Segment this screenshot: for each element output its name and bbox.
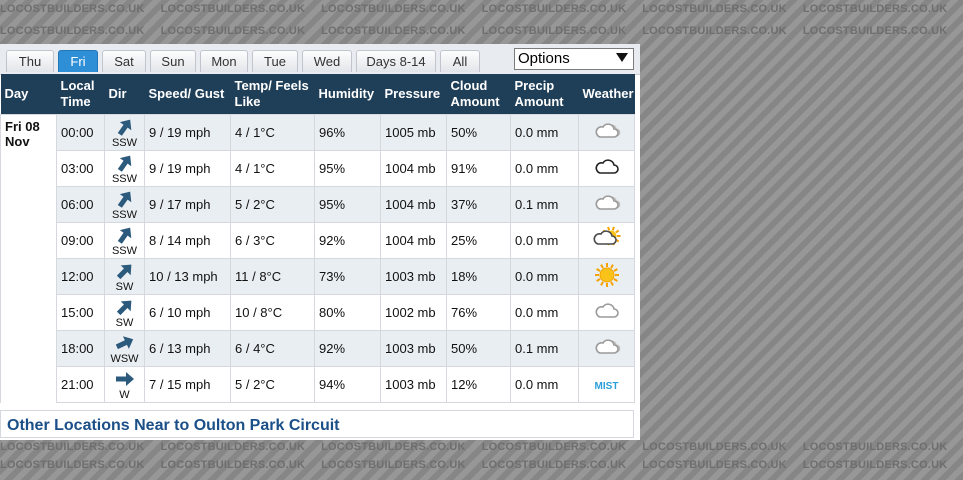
watermark-text: LOCOSTBUILDERS.CO.UK [0,3,145,15]
watermark-strip-lower [0,438,948,456]
wind-direction-label: SSW [111,244,138,257]
wind-direction-label: SSW [111,136,138,149]
wind-arrow-icon [115,369,135,389]
table-row [1,331,635,367]
col-header-weather: Weather [579,74,635,115]
forecast-table [0,74,635,403]
speed-cell: 7 / 15 mph [145,367,231,403]
chevron-down-icon [616,53,628,62]
weather-cell [579,151,635,187]
forecast-panel [0,44,640,440]
wind-direction-cell [105,367,145,403]
pressure-cell: 1004 mb [381,187,447,223]
cloud-cell: 12% [447,367,511,403]
humidity-cell: 73% [315,259,381,295]
time-cell: 21:00 [57,367,105,403]
table-row [1,367,635,403]
time-cell: 12:00 [57,259,105,295]
mist-icon: MIST [594,381,619,392]
cloud-cell: 76% [447,295,511,331]
col-header-local-time: Local Time [57,74,105,115]
precip-cell: 0.0 mm [511,151,579,187]
wind-arrow-icon [115,189,135,209]
wind-direction-cell [105,115,145,151]
col-header-dir: Dir [105,74,145,115]
wind-direction-label: SSW [111,172,138,185]
temp-cell: 4 / 1°C [231,151,315,187]
watermark-strip-top [0,0,948,18]
wind-direction-cell [105,187,145,223]
wind-direction-label: WSW [110,352,139,365]
humidity-cell: 94% [315,367,381,403]
watermark-text: LOCOSTBUILDERS.CO.UK [642,3,787,15]
humidity-cell: 80% [315,295,381,331]
day-tabs-bar [0,44,640,75]
pressure-cell: 1003 mb [381,367,447,403]
pressure-cell: 1003 mb [381,331,447,367]
pressure-cell: 1003 mb [381,259,447,295]
table-row [1,187,635,223]
wind-arrow-icon [115,225,135,245]
watermark-text: LOCOSTBUILDERS.CO.UK [802,3,948,15]
cloud-cell: 18% [447,259,511,295]
wind-direction-cell [105,295,145,331]
options-select-label: Options [518,50,570,67]
watermark-text: LOCOSTBUILDERS.CO.UK [642,441,787,453]
pressure-cell: 1004 mb [381,151,447,187]
tab-mon[interactable]: Mon [200,50,248,72]
weather-cell [579,295,635,331]
tab-all[interactable]: All [440,50,480,72]
outline-cloud-icon [593,311,621,326]
table-row [1,115,635,151]
wind-arrow-icon [115,333,135,353]
watermark-strip-mid [0,22,948,40]
time-cell: 09:00 [57,223,105,259]
watermark-text: LOCOSTBUILDERS.CO.UK [802,459,948,471]
light-cloud-icon [593,131,621,146]
table-row [1,151,635,187]
speed-cell: 10 / 13 mph [145,259,231,295]
time-cell: 18:00 [57,331,105,367]
wind-direction-label: W [119,388,130,401]
tab-thu[interactable]: Thu [6,50,54,72]
pressure-cell: 1002 mb [381,295,447,331]
temp-cell: 4 / 1°C [231,115,315,151]
col-header-humidity: Humidity [315,74,381,115]
sun-icon [593,276,621,291]
tab-sat[interactable]: Sat [102,50,146,72]
options-select[interactable] [514,48,634,70]
watermark-text: LOCOSTBUILDERS.CO.UK [481,3,627,15]
watermark-text: LOCOSTBUILDERS.CO.UK [481,25,627,37]
wind-direction-label: SSW [111,208,138,221]
humidity-cell: 92% [315,223,381,259]
humidity-cell: 95% [315,187,381,223]
cloud-cell: 91% [447,151,511,187]
precip-cell: 0.1 mm [511,331,579,367]
cloud-cell: 50% [447,115,511,151]
temp-cell: 6 / 4°C [231,331,315,367]
watermark-text: LOCOSTBUILDERS.CO.UK [802,441,948,453]
watermark-text: LOCOSTBUILDERS.CO.UK [642,25,787,37]
watermark-text: LOCOSTBUILDERS.CO.UK [321,25,466,37]
precip-cell: 0.0 mm [511,223,579,259]
wind-direction-label: SW [115,316,134,329]
light-cloud-icon [593,203,621,218]
wind-arrow-icon [115,297,135,317]
humidity-cell: 96% [315,115,381,151]
pressure-cell: 1004 mb [381,223,447,259]
tab-wed[interactable]: Wed [302,50,352,72]
tab-sun[interactable]: Sun [150,50,196,72]
precip-cell: 0.0 mm [511,259,579,295]
watermark-text: LOCOSTBUILDERS.CO.UK [0,25,145,37]
humidity-cell: 92% [315,331,381,367]
col-header-pressure: Pressure [381,74,447,115]
col-header-day: Day [1,74,57,115]
wind-arrow-icon [115,153,135,173]
sun-cloud-icon [591,240,623,255]
wind-direction-cell [105,151,145,187]
temp-cell: 6 / 3°C [231,223,315,259]
table-row [1,223,635,259]
day-label: Fri 08 Nov [1,115,57,403]
light-cloud-icon [593,347,621,362]
other-locations-section [0,410,634,438]
watermark-text: LOCOSTBUILDERS.CO.UK [321,3,466,15]
wind-arrow-icon [115,117,135,137]
time-cell: 06:00 [57,187,105,223]
speed-cell: 6 / 13 mph [145,331,231,367]
watermark-strip-bottom [0,456,948,474]
tab-tue[interactable]: Tue [252,50,298,72]
speed-cell: 6 / 10 mph [145,295,231,331]
wind-direction-label: SW [115,280,134,293]
cloud-cell: 37% [447,187,511,223]
tab-fri[interactable]: Fri [58,50,98,72]
watermark-text: LOCOSTBUILDERS.CO.UK [160,3,306,15]
weather-cell [579,115,635,151]
precip-cell: 0.1 mm [511,187,579,223]
table-row [1,295,635,331]
wind-arrow-icon [115,261,135,281]
weather-cell [579,367,635,403]
time-cell: 03:00 [57,151,105,187]
humidity-cell: 95% [315,151,381,187]
col-header-speed: Speed/ Gust [145,74,231,115]
precip-cell: 0.0 mm [511,367,579,403]
temp-cell: 5 / 2°C [231,187,315,223]
watermark-text: LOCOSTBUILDERS.CO.UK [160,459,306,471]
watermark-text: LOCOSTBUILDERS.CO.UK [0,441,145,453]
watermark-text: LOCOSTBUILDERS.CO.UK [0,459,145,471]
table-header-row [1,74,635,115]
watermark-text: LOCOSTBUILDERS.CO.UK [321,441,466,453]
watermark-text: LOCOSTBUILDERS.CO.UK [160,25,306,37]
cloud-cell: 25% [447,223,511,259]
watermark-text: LOCOSTBUILDERS.CO.UK [642,459,787,471]
pressure-cell: 1005 mb [381,115,447,151]
weather-cell [579,331,635,367]
tab-days-8-14[interactable]: Days 8-14 [356,50,436,72]
watermark-text: LOCOSTBUILDERS.CO.UK [160,441,306,453]
weather-cell [579,259,635,295]
time-cell: 00:00 [57,115,105,151]
watermark-text: LOCOSTBUILDERS.CO.UK [321,459,466,471]
speed-cell: 8 / 14 mph [145,223,231,259]
precip-cell: 0.0 mm [511,115,579,151]
wind-direction-cell [105,223,145,259]
col-header-precip: Precip Amount [511,74,579,115]
watermark-text: LOCOSTBUILDERS.CO.UK [481,459,627,471]
watermark-text: LOCOSTBUILDERS.CO.UK [802,25,948,37]
temp-cell: 10 / 8°C [231,295,315,331]
speed-cell: 9 / 17 mph [145,187,231,223]
col-header-cloud: Cloud Amount [447,74,511,115]
time-cell: 15:00 [57,295,105,331]
speed-cell: 9 / 19 mph [145,115,231,151]
weather-cell [579,223,635,259]
dark-cloud-icon [593,167,621,182]
wind-direction-cell [105,259,145,295]
cloud-cell: 50% [447,331,511,367]
table-row [1,259,635,295]
weather-cell [579,187,635,223]
speed-cell: 9 / 19 mph [145,151,231,187]
col-header-temp: Temp/ Feels Like [231,74,315,115]
precip-cell: 0.0 mm [511,295,579,331]
temp-cell: 11 / 8°C [231,259,315,295]
other-locations-title[interactable]: Other Locations Near to Oulton Park Circuit [7,417,340,434]
temp-cell: 5 / 2°C [231,367,315,403]
wind-direction-cell [105,331,145,367]
watermark-text: LOCOSTBUILDERS.CO.UK [481,441,627,453]
